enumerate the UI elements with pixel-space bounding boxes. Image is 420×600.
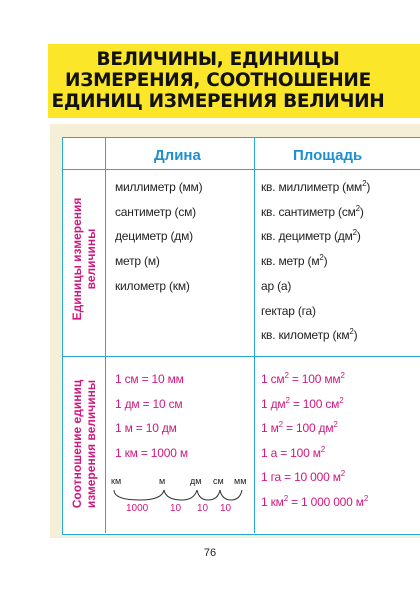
scale-unit-km: км <box>111 476 122 486</box>
column-header-length: Длина <box>154 147 201 164</box>
length-ratio-item: 1 см = 10 мм <box>115 372 184 386</box>
area-unit-item: кв. километр $(км^2)$ <box>261 327 358 343</box>
table-divider-label <box>105 137 106 533</box>
length-ratio-item: 1 м = 10 дм <box>115 421 177 435</box>
title-line-1: ВЕЛИЧИНЫ, ЕДИНИЦЫ <box>96 49 340 70</box>
row-label-units-line1: Единицы измерения <box>70 197 84 321</box>
title-line-3: ЕДИНИЦ ИЗМЕРЕНИЯ ВЕЛИЧИН <box>51 91 385 112</box>
table-divider-columns <box>254 137 255 533</box>
area-unit-item: кв. метр $(м^2)$ <box>261 253 328 269</box>
length-unit-item: сантиметр (см) <box>115 204 196 219</box>
length-unit-item: метр (м) <box>115 254 160 269</box>
area-ratio-item: 1 га = 10 000 $м^2$ <box>261 469 346 484</box>
area-unit-item: ар (а) <box>261 278 292 293</box>
area-ratio-item: 1 $км^2 = 1$ 000 000 $м^2$ <box>261 493 369 509</box>
table-divider-header <box>62 169 420 170</box>
row-label-units-line2: величины <box>84 228 98 290</box>
title-line-2: ИЗМЕРЕНИЯ, СООТНОШЕНИЕ <box>65 70 371 91</box>
area-ratio-item: 1 $м^2 = 100$ $дм^2$ <box>261 420 338 435</box>
scale-factor-dm-cm: 10 <box>197 503 209 514</box>
area-unit-item: кв. миллиметр $(мм^2)$ <box>261 179 371 194</box>
row-label-ratio-line2: измерения величины <box>84 379 98 509</box>
scale-unit-cm: см <box>213 476 224 486</box>
scale-unit-mm: мм <box>234 476 247 486</box>
length-ratio-item: 1 км = 1000 м <box>115 445 188 460</box>
area-ratio-item: 1 а = 100 $м^2$ <box>261 444 326 460</box>
column-header-area: Площадь <box>293 147 363 164</box>
area-ratio-item: 1 $см^2 = 100$ $мм^2$ <box>261 371 345 386</box>
row-label-ratio-line1: Соотношение единиц <box>70 379 84 509</box>
area-unit-item: кв. сантиметр $(см^2)$ <box>261 203 364 219</box>
page-number: 76 <box>203 547 217 559</box>
scale-factor-km-m: 1000 <box>126 503 149 514</box>
scale-unit-m: м <box>159 476 166 486</box>
length-unit-item: миллиметр (мм) <box>115 180 203 194</box>
row-label-units <box>70 174 98 344</box>
length-unit-item: дециметр (дм) <box>115 229 193 244</box>
unit-scale-diagram <box>110 488 250 502</box>
length-ratio-item: 1 дм = 10 см <box>115 396 183 411</box>
table-divider-rows <box>62 356 420 357</box>
area-unit-item: гектар (га) <box>261 303 316 318</box>
scale-factor-cm-mm: 10 <box>220 503 232 514</box>
row-label-ratio <box>70 362 98 526</box>
scale-unit-dm: дм <box>190 476 202 486</box>
area-unit-item: кв. дециметр $(дм^2)$ <box>261 228 361 244</box>
area-ratio-item: 1 $дм^2 = 100$ $см^2$ <box>261 395 344 411</box>
length-unit-item: километр (км) <box>115 278 190 293</box>
scale-factor-m-dm: 10 <box>170 503 182 514</box>
